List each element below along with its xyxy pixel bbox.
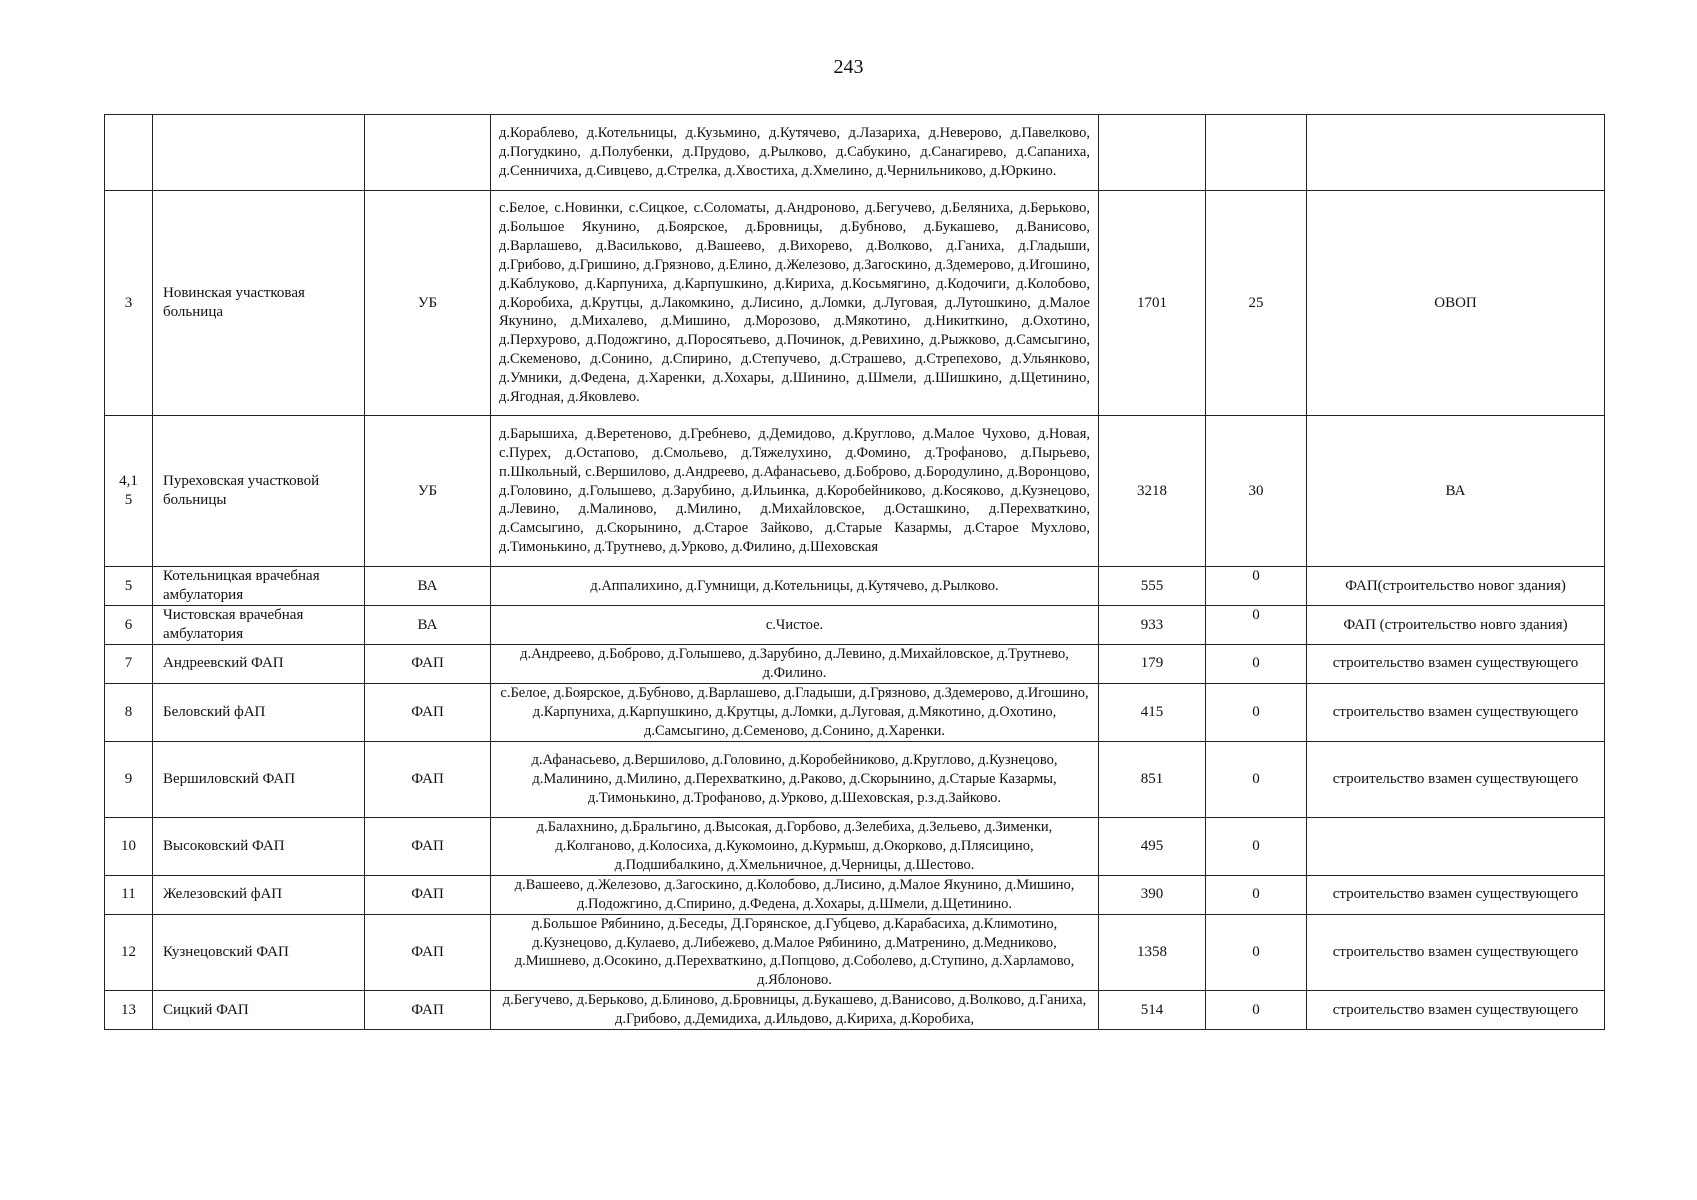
row-number: 12: [105, 914, 153, 991]
table-row: [105, 914, 1605, 991]
row-number: 10: [105, 817, 153, 875]
table-row: [105, 817, 1605, 875]
row-number: 11: [105, 875, 153, 914]
page-number: 243: [833, 56, 864, 78]
population-value: 179: [1099, 645, 1206, 684]
row-number: 7: [105, 645, 153, 684]
plan-value: ФАП (строительство новго здания): [1307, 606, 1605, 645]
beds-value: 0: [1206, 567, 1307, 606]
plan-value: [1307, 817, 1605, 875]
facility-type: ФАП: [365, 991, 491, 1030]
population-value: 555: [1099, 567, 1206, 606]
settlements-list: д.Большое Рябинино, д.Беседы, Д.Горянское, д.Губцево, д.Карабасиха, д.Климотино, д.Кузнецово, д.Кулаево, д.Либежево, д.Малое Рябинино, д.Матренино, д.Медниково, д.Мишнево, д.Осокино, д.Перехваткино, д.Попцово, д.Соболево, д.Ступино, д.Харламово, д.Яблоново.: [491, 914, 1099, 991]
row-number: 4,1 5: [105, 416, 153, 567]
table-row: [105, 115, 1605, 191]
plan-value: строительство взамен существующего: [1307, 683, 1605, 741]
settlements-list: с.Чистое.: [491, 606, 1099, 645]
population-value: 495: [1099, 817, 1206, 875]
table-row: [105, 606, 1605, 645]
beds-value: 0: [1206, 817, 1307, 875]
plan-value: ВА: [1307, 416, 1605, 567]
table-row: [105, 683, 1605, 741]
facility-type: УБ: [365, 191, 491, 416]
facility-type: ФАП: [365, 914, 491, 991]
table-row: [105, 645, 1605, 684]
settlements-list: д.Бегучево, д.Берьково, д.Блиново, д.Бровницы, д.Букашево, д.Ванисово, д.Волково, д.Ганиха, д.Грибово, д.Демидиха, д.Ильдово, д.Кириха, д.Коробиха,: [491, 991, 1099, 1030]
row-number: [105, 115, 153, 191]
settlements-list: д.Андреево, д.Боброво, д.Голышево, д.Зарубино, д.Левино, д.Михайловское, д.Трутнево, д.Филино.: [491, 645, 1099, 684]
beds-value: 0: [1206, 683, 1307, 741]
plan-value: [1307, 115, 1605, 191]
plan-value: строительство взамен существующего: [1307, 645, 1605, 684]
population-value: 3218: [1099, 416, 1206, 567]
facility-type: [365, 115, 491, 191]
facility-type: ФАП: [365, 817, 491, 875]
row-number: 3: [105, 191, 153, 416]
facility-name: Пуреховская участковой больницы: [153, 416, 365, 567]
table-row: [105, 991, 1605, 1030]
population-value: 514: [1099, 991, 1206, 1030]
beds-value: 0: [1206, 741, 1307, 817]
settlements-list: д.Вашеево, д.Железово, д.Загоскино, д.Колобово, д.Лисино, д.Малое Якунино, д.Мишино, д.Подожгино, д.Спирино, д.Федена, д.Хохары, д.Шмели, д.Щетинино.: [491, 875, 1099, 914]
facility-type: ФАП: [365, 683, 491, 741]
population-value: 1358: [1099, 914, 1206, 991]
facility-name: Вершиловский ФАП: [153, 741, 365, 817]
facilities-table: [104, 114, 1605, 1030]
plan-value: строительство взамен существующего: [1307, 914, 1605, 991]
beds-value: 0: [1206, 645, 1307, 684]
facility-name: Андреевский ФАП: [153, 645, 365, 684]
population-value: 851: [1099, 741, 1206, 817]
table-row: [105, 875, 1605, 914]
population-value: [1099, 115, 1206, 191]
row-number: 13: [105, 991, 153, 1030]
row-number: 5: [105, 567, 153, 606]
plan-value: ФАП(строительство новог здания): [1307, 567, 1605, 606]
facility-name: Кузнецовский ФАП: [153, 914, 365, 991]
population-value: 1701: [1099, 191, 1206, 416]
row-number: 6: [105, 606, 153, 645]
row-number: 8: [105, 683, 153, 741]
plan-value: строительство взамен существующего: [1307, 741, 1605, 817]
settlements-list: с.Белое, с.Новинки, с.Сицкое, с.Соломаты, д.Андроново, д.Бегучево, д.Беляниха, д.Берьково, д.Большое Якунино, д.Боярское, д.Бровницы, д.Бубново, д.Букашево, д.Ванисово, д.Варлашево, д.Васильково, д.Вашеево, д.Вихорево, д.Волково, д.Ганиха, д.Гладыши, д.Грибово, д.Гришино, д.Грязново, д.Елино, д.Железово, д.Загоскино, д.Здемерово, д.Игошино, д.Каблуково, д.Карпуниха, д.Карпушкино, д.Кириха, д.Косьмягино, д.Кодочиги, д.Колобово, д.Коробиха, д.Крутцы, д.Лакомкино, д.Лисино, д.Ломки, д.Луговая, д.Лутошкино, д.Малое Якунино, д.Михалево, д.Мишино, д.Морозово, д.Мякотино, д.Никиткино, д.Охотино, д.Перхурово, д.Подожгино, д.Поросятьево, д.Починок, д.Ревихино, д.Рыжково, д.Самсыгино, д.Скеменово, д.Сонино, д.Спирино, д.Степучево, д.Страшево, д.Стрепехово, д.Ульянково, д.Умники, д.Федена, д.Харенки, д.Хохары, д.Шинино, д.Шмели, д.Шишкино, д.Щетинино, д.Ягодная, д.Яковлево.: [491, 191, 1099, 416]
beds-value: 0: [1206, 991, 1307, 1030]
facility-name: Сицкий ФАП: [153, 991, 365, 1030]
beds-value: 30: [1206, 416, 1307, 567]
facility-name: Железовский фАП: [153, 875, 365, 914]
settlements-list: д.Кораблево, д.Котельницы, д.Кузьмино, д.Кутячево, д.Лазариха, д.Неверово, д.Павелково, д.Погудкино, д.Полубенки, д.Прудово, д.Рылково, д.Сабукино, д.Санагирево, д.Сапаниха, д.Сенничиха, д.Сивцево, д.Стрелка, д.Хвостиха, д.Хмелино, д.Чернильниково, д.Юркино.: [491, 115, 1099, 191]
facility-type: ФАП: [365, 645, 491, 684]
beds-value: 25: [1206, 191, 1307, 416]
facility-name: Новинская участковая больница: [153, 191, 365, 416]
beds-value: 0: [1206, 606, 1307, 645]
table-row: [105, 416, 1605, 567]
beds-value: 0: [1206, 875, 1307, 914]
plan-value: ОВОП: [1307, 191, 1605, 416]
facility-type: ВА: [365, 606, 491, 645]
population-value: 415: [1099, 683, 1206, 741]
table-row: [105, 741, 1605, 817]
settlements-list: с.Белое, д.Боярское, д.Бубново, д.Варлашево, д.Гладыши, д.Грязново, д.Здемерово, д.Игошино, д.Карпуниха, д.Карпушкино, д.Крутцы, д.Ломки, д.Луговая, д.Мякотино, д.Охотино, д.Самсыгино, д.Семеново, д.Сонино, д.Харенки.: [491, 683, 1099, 741]
facility-type: УБ: [365, 416, 491, 567]
facility-type: ВА: [365, 567, 491, 606]
facility-type: ФАП: [365, 741, 491, 817]
beds-value: 0: [1206, 914, 1307, 991]
settlements-list: д.Балахнино, д.Бральгино, д.Высокая, д.Горбово, д.Зелебиха, д.Зельево, д.Зименки, д.Колганово, д.Колосиха, д.Кукомоино, д.Курмыш, д.Окорково, д.Плясицино, д.Подшибалкино, д.Хмельничное, д.Черницы, д.Шестово.: [491, 817, 1099, 875]
facility-name: [153, 115, 365, 191]
facility-name: Беловский фАП: [153, 683, 365, 741]
facility-type: ФАП: [365, 875, 491, 914]
table-row: [105, 191, 1605, 416]
settlements-list: д.Барышиха, д.Веретеново, д.Гребнево, д.Демидово, д.Круглово, д.Малое Чухово, д.Новая, с.Пурех, д.Остапово, д.Смольево, д.Тяжелухино, д.Фомино, д.Трофаново, д.Пырьево, п.Школьный, с.Вершилово, д.Андреево, д.Афанасьево, д.Боброво, д.Бородулино, д.Воронцово, д.Головино, д.Голышево, д.Зарубино, д.Ильинка, д.Коробейниково, д.Косяково, д.Кузнецово, д.Левино, д.Малиново, д.Милино, д.Михайловское, д.Осташкино, д.Перехваткино, д.Самсыгино, д.Скорынино, д.Старое Зайково, д.Старые Казармы, д.Старое Мухлово, д.Тимонькино, д.Трутнево, д.Урково, д.Филино, д.Шеховская: [491, 416, 1099, 567]
population-value: 933: [1099, 606, 1206, 645]
plan-value: строительство взамен существующего: [1307, 875, 1605, 914]
table-row: [105, 567, 1605, 606]
settlements-list: д.Аппалихино, д.Гумнищи, д.Котельницы, д.Кутячево, д.Рылково.: [491, 567, 1099, 606]
plan-value: строительство взамен существующего: [1307, 991, 1605, 1030]
settlements-list: д.Афанасьево, д.Вершилово, д.Головино, д.Коробейниково, д.Круглово, д.Кузнецово, д.Малинино, д.Милино, д.Перехваткино, д.Раково, д.Скорынино, д.Старые Казармы, д.Тимонькино, д.Трофаново, д.Урково, д.Шеховская, р.з.д.Зайково.: [491, 741, 1099, 817]
facility-name: Котельницкая врачебная амбулатория: [153, 567, 365, 606]
facility-name: Чистовская врачебная амбулатория: [153, 606, 365, 645]
population-value: 390: [1099, 875, 1206, 914]
beds-value: [1206, 115, 1307, 191]
row-number: 9: [105, 741, 153, 817]
facility-name: Высоковский ФАП: [153, 817, 365, 875]
